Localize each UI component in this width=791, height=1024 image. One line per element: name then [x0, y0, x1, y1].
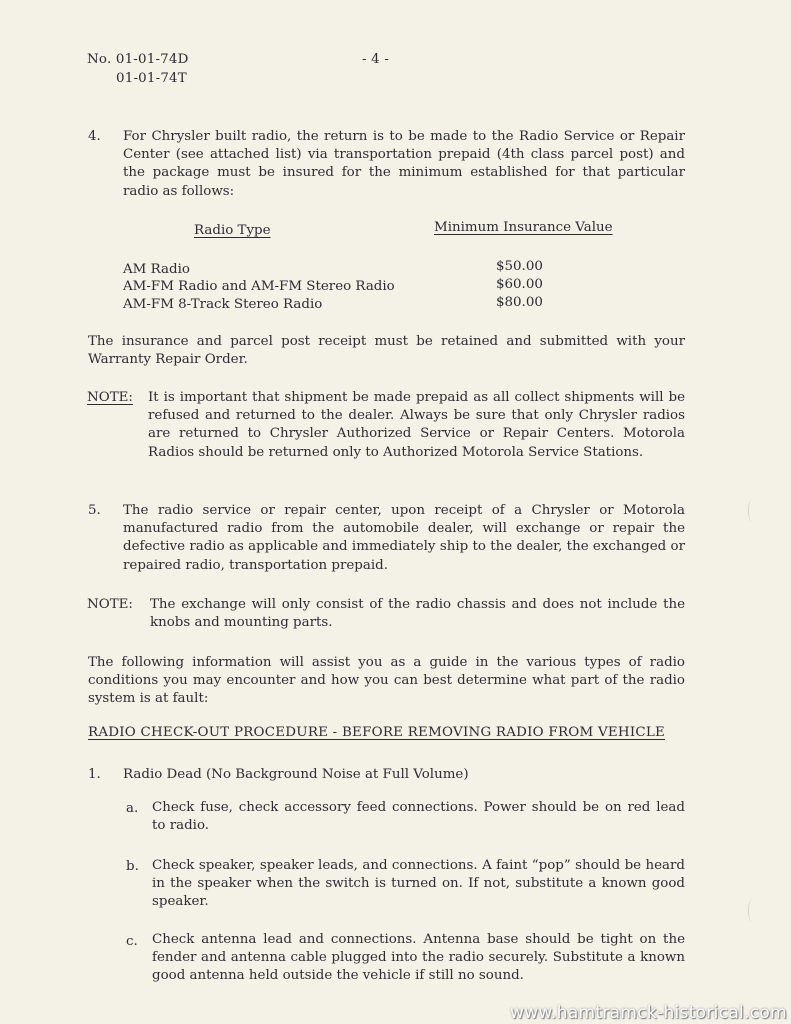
margin-mark — [748, 500, 755, 522]
sub-step-text: Check antenna lead and connections. Antenna base should be tight on the fender and antenna cable plugged into the radio securely. Substitute a known good antenna held outside the vehicle if still no sound. — [152, 932, 685, 984]
sub-step-letter: a. — [126, 801, 139, 816]
step-number: 1. — [88, 767, 101, 782]
column-header-radio-type: Radio Type — [194, 223, 271, 238]
document-number: No. 01-01-74D — [87, 52, 189, 67]
page-number: - 4 - — [362, 52, 390, 67]
sub-step-text: Check speaker, speaker leads, and connections. A faint “pop” should be heard in the speaker when the switch is turned on. If not, substitute a known good speaker. — [152, 858, 685, 910]
item-number: 4. — [88, 129, 101, 144]
item-5-text: The radio service or repair center, upon receipt of a Chrysler or Motorola manufactured radio from the automobile dealer, will exchange or repair the defective radio as applicable and immediately ship to the dealer, the exchanged or repaired radio, transportation prepaid. — [123, 503, 685, 573]
note-label: NOTE: — [87, 597, 133, 612]
sub-step-text: Check fuse, check accessory feed connections. Power should be on red lead to radio. — [152, 800, 685, 834]
table-row-type: AM-FM Radio and AM-FM Stereo Radio — [123, 279, 395, 294]
table-row-value: $60.00 — [496, 277, 543, 292]
margin-mark — [748, 900, 755, 922]
note-label: NOTE: — [87, 390, 133, 405]
table-row-value: $80.00 — [496, 295, 543, 310]
table-row-type: AM Radio — [123, 262, 190, 277]
item-number: 5. — [88, 503, 101, 518]
table-row-value: $50.00 — [496, 259, 543, 274]
item-4-text: For Chrysler built radio, the return is to be made to the Radio Service or Repair Center (see attached list) via transportation prepaid (4th class parcel post) and the package must be insured for the minimum established for that particular radio as follows: — [123, 129, 685, 199]
site-watermark: www.hamtramck-historical.com — [510, 1002, 787, 1023]
step-title: Radio Dead (No Background Noise at Full Volume) — [123, 767, 469, 782]
receipt-paragraph: The insurance and parcel post receipt must be retained and submitted with your Warranty Repair Order. — [88, 334, 685, 368]
note-2-text: The exchange will only consist of the radio chassis and does not include the knobs and mounting parts. — [150, 597, 685, 631]
procedure-heading: RADIO CHECK-OUT PROCEDURE - BEFORE REMOVING RADIO FROM VEHICLE — [88, 725, 666, 740]
sub-step-letter: c. — [126, 934, 138, 949]
document-number-alt: 01-01-74T — [116, 71, 187, 86]
column-header-minimum-value: Minimum Insurance Value — [434, 220, 613, 235]
note-1-text: It is important that shipment be made prepaid as all collect shipments will be refused and returned to the dealer. Always be sure that only Chrysler radios are returned to Chrysler Authorized Service or Repair Centers. Motorola Radios should be returned only to Authorized Motorola Service Stations. — [148, 390, 685, 460]
table-row-type: AM-FM 8-Track Stereo Radio — [123, 297, 323, 312]
sub-step-letter: b. — [126, 859, 139, 874]
guide-paragraph: The following information will assist you as a guide in the various types of radio conditions you may encounter and how you can best determine what part of the radio system is at fault: — [88, 655, 685, 707]
